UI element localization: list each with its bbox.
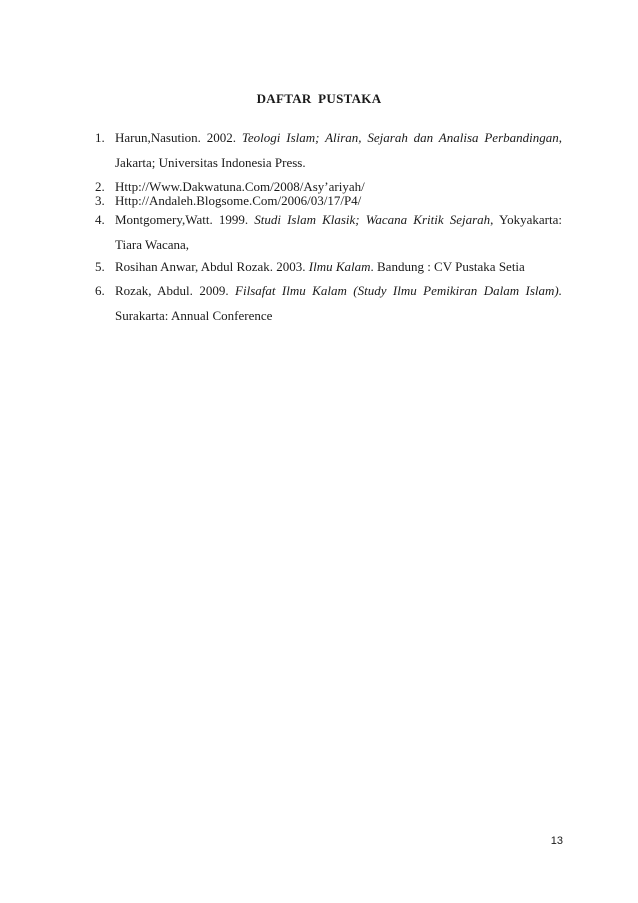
reference-author-year: Rozak, Abdul. 2009. [115,283,236,298]
reference-item [95,278,562,328]
reference-book-title: Filsafat Ilmu Kalam (Study Ilmu Pemikiran Dalam Islam). [235,283,563,298]
page-number: 13 [550,835,563,847]
reference-publisher: Surakarta: Annual Conference [115,308,273,323]
reference-publisher: . Bandung : CV Pustaka Setia [370,259,525,274]
reference-author-year: Rosihan Anwar, Abdul Rozak. 2003. [115,259,309,274]
reference-line [115,207,562,232]
reference-line [115,278,562,303]
reference-number: 3. [95,193,105,208]
reference-publisher: Jakarta; Universitas Indonesia Press. [115,155,306,170]
reference-url: Http://Www.Dakwatuna.Com/2008/Asy’ariyah/ [115,179,365,194]
reference-text [115,254,562,279]
reference-text [115,278,562,328]
reference-publisher-place: , Yokyakarta: [490,212,563,227]
reference-author-year: Montgomery,Watt. 1999. [115,212,255,227]
reference-url: Http://Andaleh.Blogsome.Com/2006/03/17/P4/ [115,193,362,208]
reference-publisher: Tiara Wacana, [115,237,190,252]
reference-number: 4. [95,212,105,227]
page-title: DAFTAR PUSTAKA [256,91,382,106]
reference-book-title: Ilmu Kalam [308,259,371,274]
reference-book-title: Teologi Islam; Aliran, Sejarah dan Analisa Perbandingan [241,130,559,145]
reference-text [115,207,562,257]
reference-item [95,207,562,257]
reference-text [115,125,562,175]
reference-book-title: Studi Islam Klasik; Wacana Kritik Sejarah [254,212,491,227]
reference-line [115,125,562,150]
reference-author-year: Harun,Nasution. 2002. [115,130,242,145]
reference-number: 2. [95,179,105,194]
reference-punctuation: , [558,130,562,145]
reference-item [95,254,562,279]
reference-number: 5. [95,259,105,274]
reference-item [95,125,562,175]
reference-number: 6. [95,283,105,298]
reference-item [95,179,562,194]
reference-item [95,193,562,208]
reference-number: 1. [95,130,105,145]
